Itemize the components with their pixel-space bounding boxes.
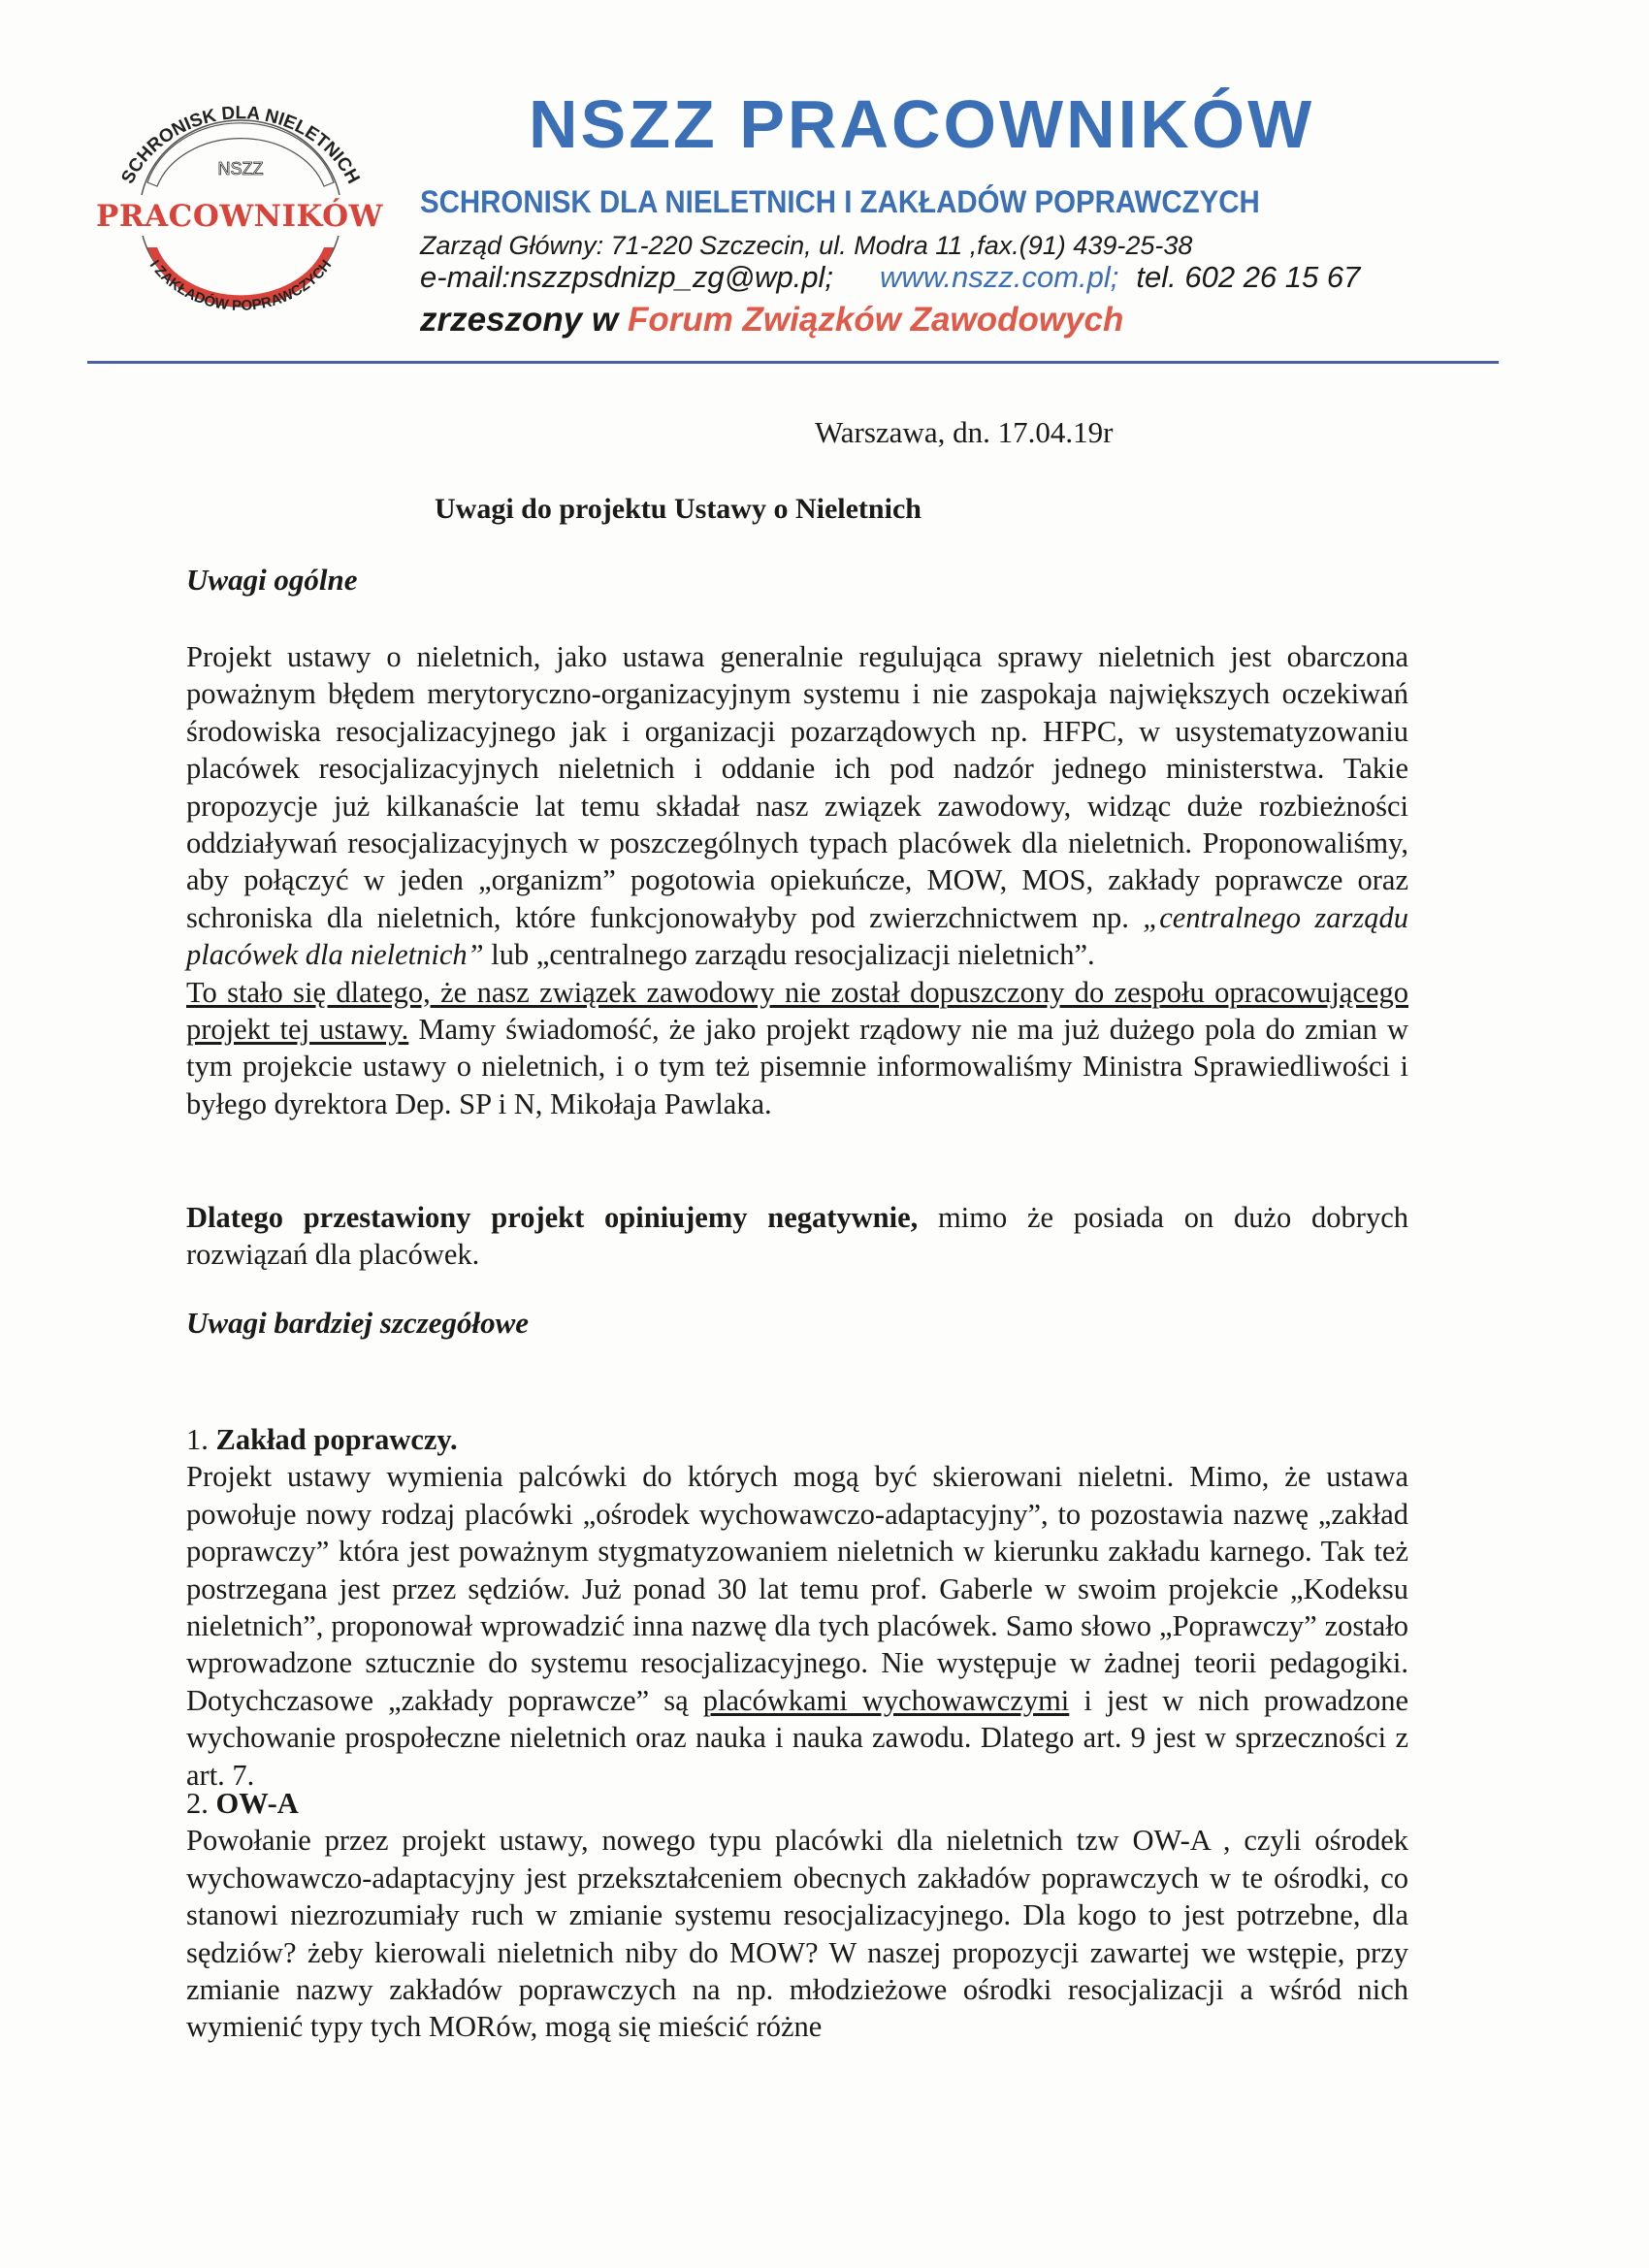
p1-italic-quote: „centralnego zarządu placówek dla nieletnich” bbox=[186, 900, 1408, 972]
p1-underlined-statement: To stało się dlatego, że nasz związek zawodowy nie został dopuszczony do zespołu opracowującego projekt tej ustawy. bbox=[186, 975, 1408, 1047]
org-phone: tel. 602 26 15 67 bbox=[1136, 260, 1361, 294]
org-contact-line bbox=[420, 260, 1360, 295]
union-emblem-graphic bbox=[80, 68, 400, 330]
section-heading-general: Uwagi ogólne bbox=[186, 563, 358, 597]
org-title: NSZZ PRACOWNIKÓW bbox=[529, 86, 1315, 162]
paragraph-conclusion bbox=[186, 1199, 1408, 1274]
logo-arc-top-text: SCHRONISK DLA NIELETNICH bbox=[117, 103, 364, 187]
item-2-text: Powołanie przez projekt ustawy, nowego typu placówki dla nieletnich tzw OW-A , czyli ośrodek wychowawczo-adaptacyjny jest przekształceniem obecnych zakładów poprawczych w te ośrodki, co stanowi niezrozumiały ruch w zmianie systemu resocjalizacyjnego. Dla kogo to jest potrzebne, dla sędziów? żeby kierowali nieletnich niby do MOW? W naszej propozycji zawartej we wstępie, przy zmianie nazwy zakładów poprawczych na np. młodzieżowe ośrodki resocjalizacji a wśród nich wymienić typy tych MORów, mogą się mieścić różne bbox=[186, 1824, 1408, 2044]
item-2-title: OW-A bbox=[215, 1787, 299, 1820]
letterhead-divider bbox=[87, 361, 1499, 364]
org-subtitle: SCHRONISK DLA NIELETNICH I ZAKŁADÓW POPRAWCZYCH bbox=[420, 184, 1260, 219]
document-title: Uwagi do projektu Ustawy o Nieletnich bbox=[435, 493, 922, 525]
logo-band-text: PRACOWNIKÓW bbox=[96, 199, 383, 234]
item-1-title: Zakład poprawczy. bbox=[215, 1423, 458, 1456]
union-logo bbox=[80, 68, 400, 330]
item-1-text-a: Projekt ustawy wymienia palcówki do których mogą być skierowani nieletni. Mimo, że ustawa powołuje nowy rodzaj placówki „ośrodek wychowawczo-adaptacyjny”, to pozostawia nazwę „zakład poprawczy” która jest poważnym stygmatyzowaniem nieletnich w kierunku zakładu karnego. Tak też postrzegana jest przez sędziów. Już ponad 30 lat temu prof. Gaberle w swoim projekcie „Kodeksu nieletnich”, proponował wprowadzić inna nazwę dla tych placówek. Samo słowo „Poprawczy” zostało wprowadzone sztucznie do systemu resocjalizacyjnego. Nie występuje w żadnej teorii pedagogiki. Dotychczasowe „zakłady poprawcze” są bbox=[186, 1460, 1408, 1717]
org-website[interactable]: www.nszz.com.pl; bbox=[880, 260, 1119, 294]
section-heading-detailed: Uwagi bardziej szczegółowe bbox=[186, 1306, 530, 1340]
item-2-number: 2. bbox=[186, 1787, 216, 1820]
item-1-underlined: placówkami wychowawczymi bbox=[702, 1683, 1070, 1717]
item-1-text-b: i jest w nich prowadzone wychowanie prospołeczne nieletnich oraz nauka i nauka zawodu. Dlatego art. 9 jest w sprzeczności z art. 7. bbox=[186, 1683, 1408, 1792]
p2-bold-statement: Dlatego przestawiony projekt opiniujemy negatywnie, bbox=[186, 1201, 919, 1234]
forum-name: Forum Związków Zawodowych bbox=[627, 301, 1124, 339]
document-date: Warszawa, dn. 17.04.19r bbox=[815, 415, 1114, 449]
p1-text-b: lub „centralnego zarządu resocjalizacji nieletnich”. bbox=[483, 938, 1095, 972]
logo-arc-bottom-text: I ZAKŁADÓW POPRAWCZYCH bbox=[146, 256, 336, 314]
item-2-owa bbox=[186, 1785, 1408, 2046]
logo-center-text: NSZZ bbox=[217, 159, 264, 178]
p2-text: mimo że posiada on dużo dobrych rozwiązań dla placówek. bbox=[186, 1201, 1408, 1272]
org-email[interactable]: e-mail:nszzpsdnizp_zg@wp.pl; bbox=[420, 260, 834, 294]
org-forum-line bbox=[420, 301, 1123, 340]
paragraph-general bbox=[186, 638, 1408, 1122]
item-1-heading bbox=[186, 1421, 1408, 1458]
item-1-zaklad-poprawczy bbox=[186, 1421, 1408, 1794]
p1-text-c: Mamy świadomość, że jako projekt rządowy nie ma już dużego pola do zmian w tym projekcie ustawy o nieletnich, i o tym też pisemnie informowaliśmy Ministra Sprawiedliwości i byłego dyrektora Dep. SP i N, Mikołaja Pawlaka. bbox=[186, 1013, 1408, 1120]
item-1-number: 1. bbox=[186, 1423, 216, 1456]
org-address: Zarząd Główny: 71-220 Szczecin, ul. Modra 11 ,fax.(91) 439-25-38 bbox=[420, 231, 1193, 260]
item-2-heading bbox=[186, 1785, 1408, 1822]
forum-prefix: zrzeszony w bbox=[420, 301, 628, 339]
p1-text-a: Projekt ustawy o nieletnich, jako ustawa generalnie regulująca sprawy nieletnich jest obarczona poważnym błędem merytoryczno-organizacyjnym systemu i nie zaspokaja największych oczekiwań środowiska resocjalizacyjnego jak i organizacji pozarządowych np. HFPC, w usystematyzowaniu placówek resocjalizacyjnych nieletnich i oddanie ich pod nadzór jednego ministerstwa. Takie propozycje już kilkanaście lat temu składał nasz związek zawodowy, widząc duże rozbieżności oddziaływań resocjalizacyjnych w poszczególnych typach placówek dla nieletnich. Proponowaliśmy, aby połączyć w jeden „organizm” pogotowia opiekuńcze, MOW, MOS, zakłady poprawcze oraz schroniska dla nieletnich, które funkcjonowałyby pod zwierzchnictwem np. bbox=[186, 640, 1408, 934]
